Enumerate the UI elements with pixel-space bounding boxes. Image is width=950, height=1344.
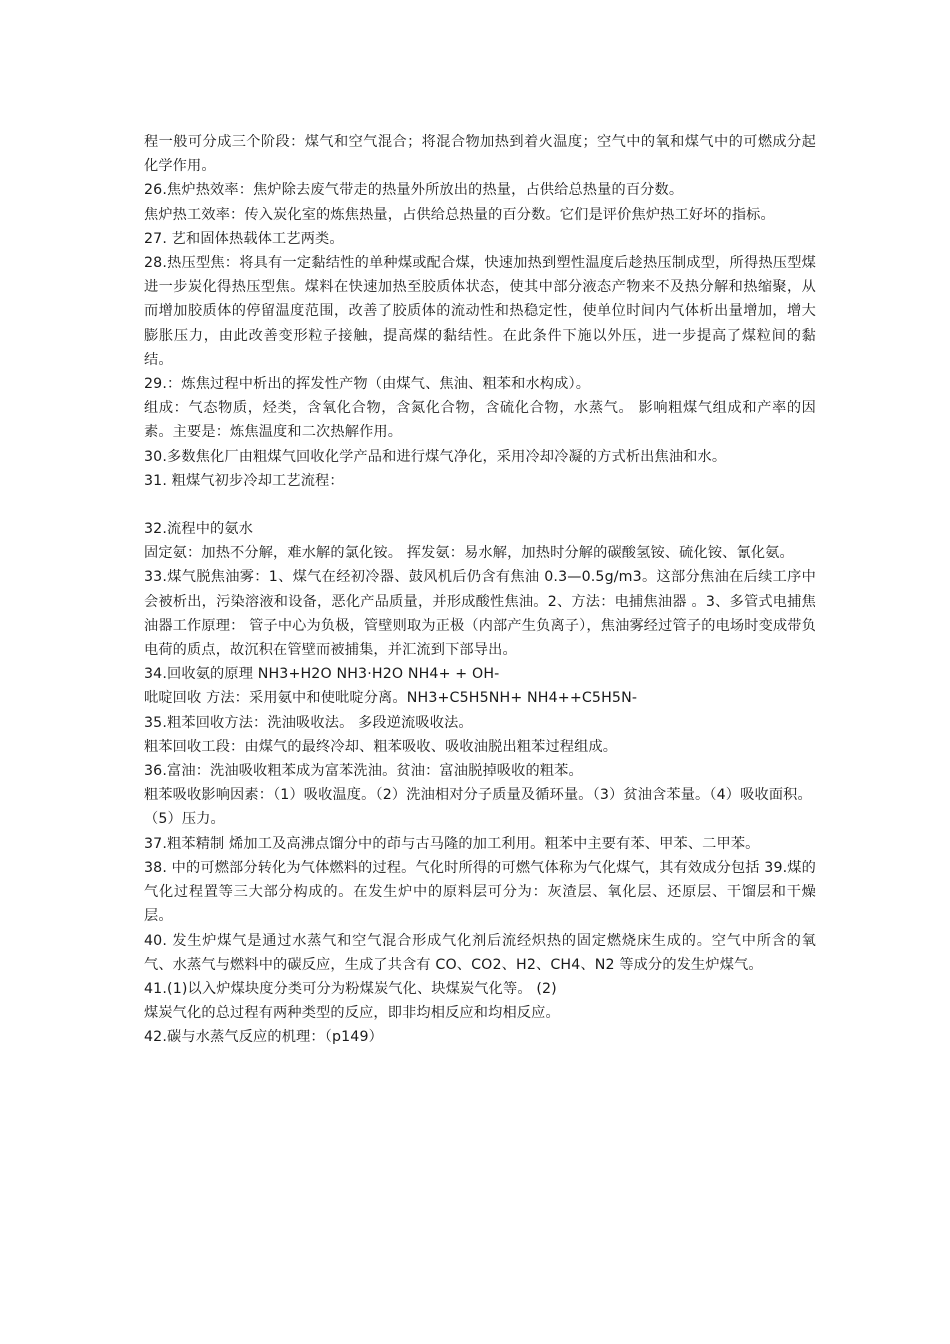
paragraph: 38. 中的可燃部分转化为气体燃料的过程。气化时所得的可燃气体称为气化煤气，其有效成分包括 39.煤的气化过程置等三大部分构成的。在发生炉中的原料层可分为：灰渣层、氧化层、还原层、干馏层和干燥层。 [144, 859, 816, 925]
paragraph: 29.：炼焦过程中析出的挥发性产物（由煤气、焦油、粗苯和水构成）。 [144, 376, 591, 393]
paragraph: 粗苯回收工段：由煤气的最终冷却、粗苯吸收、吸收油脱出粗苯过程组成。 [144, 738, 618, 755]
paragraph: 35.粗苯回收方法：洗油吸收法。 多段逆流吸收法。 [144, 714, 473, 731]
paragraph: 32.流程中的氨水 [144, 521, 254, 538]
paragraph: 40. 发生炉煤气是通过水蒸气和空气混合形成气化剂后流经炽热的固定燃烧床生成的。空气中所含的氧气、水蒸气与燃料中的碳反应，生成了共含有 CO、CO2、H2、CH4、N2 等成分的发生炉煤气。 [144, 932, 816, 973]
paragraph: 28.热压型焦：将具有一定黏结性的单种煤或配合煤，快速加热到塑性温度后趁热压制成型，所得热压型煤进一步炭化得热压型焦。煤料在快速加热至胶质体状态，使其中部分液态产物来不及热分解和热缩聚，从而增加胶质体的停留温度范围，改善了胶质体的流动性和热稳定性，使单位时间内气体析出量增加，增大膨胀压力，由此改善变形粒子接触，提高煤的黏结性。在此条件下施以外压，进一步提高了煤粒间的黏结。 [144, 255, 816, 368]
paragraph: 30.多数焦化厂由粗煤气回收化学产品和进行煤气净化，采用冷却冷凝的方式析出焦油和水。 [144, 448, 727, 465]
paragraph: 程一般可分成三个阶段：煤气和空气混合；将混合物加热到着火温度；空气中的氧和煤气中的可燃成分起化学作用。 [144, 134, 816, 175]
paragraph: 焦炉热工效率：传入炭化室的炼焦热量，占供给总热量的百分数。它们是评价焦炉热工好坏的指标。 [144, 206, 775, 223]
paragraph: （5）压力。 [144, 811, 225, 828]
paragraph: 27. 艺和固体热载体工艺两类。 [144, 230, 344, 247]
paragraph: 26.焦炉热效率：焦炉除去废气带走的热量外所放出的热量，占供给总热量的百分数。 [144, 182, 684, 199]
paragraph: 36.富油：洗油吸收粗苯成为富苯洗油。贫油：富油脱掉吸收的粗苯。 [144, 763, 583, 780]
paragraph: 41.(1)以入炉煤块度分类可分为粉煤炭气化、块煤炭气化等。 (2) [144, 980, 557, 997]
paragraph: 37.粗苯精制 烯加工及高沸点馏分中的茚与古马隆的加工利用。粗苯中主要有苯、甲苯、二甲苯。 [144, 835, 760, 852]
paragraph: 吡啶回收 方法：采用氨中和使吡啶分离。NH3+C5H5NH+ NH4++C5H5N- [144, 690, 638, 707]
document-body [144, 130, 816, 1050]
paragraph: 34.回收氨的原理 NH3+H2O NH3·H2O NH4+ + OH- [144, 666, 500, 683]
paragraph: 42.碳与水蒸气反应的机理：（p149） [144, 1029, 383, 1046]
paragraph: 粗苯吸收影响因素：（1）吸收温度。（2）洗油相对分子质量及循环量。（3）贫油含苯量。（4）吸收面积。 [144, 787, 812, 804]
paragraph: 31. 粗煤气初步冷却工艺流程： [144, 472, 344, 489]
blank-line [144, 493, 816, 517]
paragraph: 组成：气态物质，烃类，含氧化合物，含氮化合物，含硫化合物，水蒸气。 影响粗煤气组成和产率的因素。主要是：炼焦温度和二次热解作用。 [144, 400, 816, 441]
paragraph: 煤炭气化的总过程有两种类型的反应，即非均相反应和均相反应。 [144, 1005, 560, 1022]
paragraph: 33.煤气脱焦油雾：1、煤气在经初冷器、鼓风机后仍含有焦油 0.3—0.5g/m3。这部分焦油在后续工序中会被析出，污染溶液和设备，恶化产品质量，并形成酸性焦油。2、方法：电捕焦油器 。3、多管式电捕焦油器工作原理： 管子中心为负极，管壁则取为正极（内部产生负离子），焦油雾经过管子的电场时变成带负电荷的质点，故沉积在管壁而被捕集，并汇流到下部导出。 [144, 569, 816, 659]
paragraph: 固定氨：加热不分解，难水解的氯化铵。 挥发氨：易水解，加热时分解的碳酸氢铵、硫化铵、氰化氨。 [144, 545, 794, 562]
